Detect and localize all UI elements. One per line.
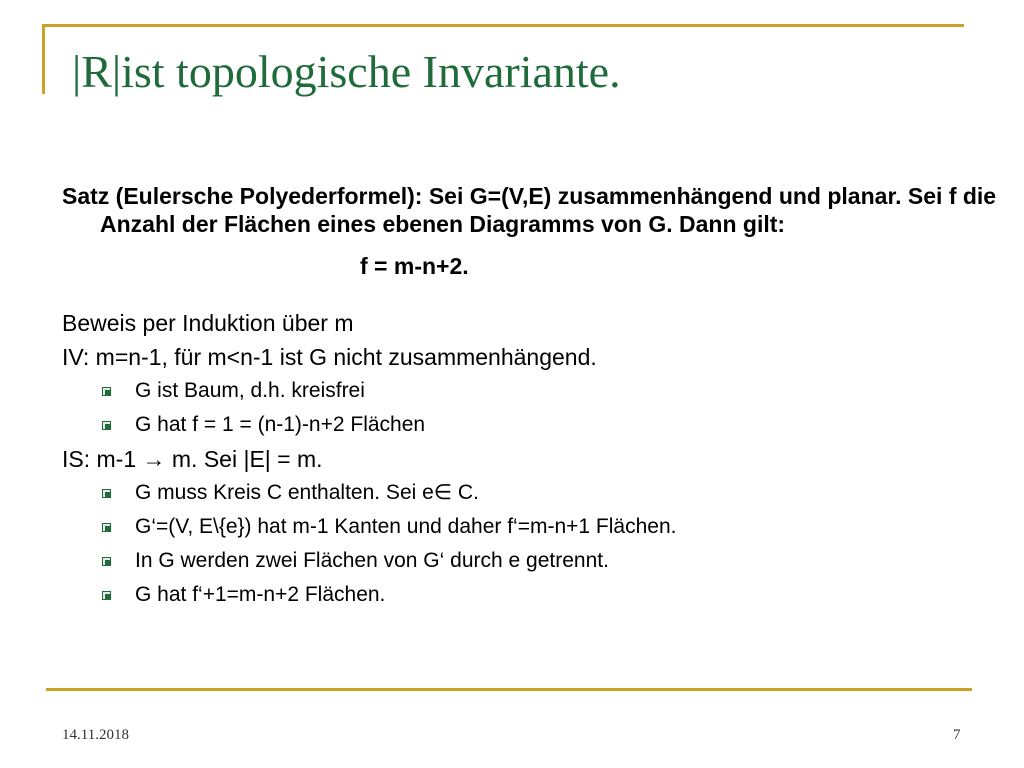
square-bullet-icon: [102, 489, 111, 498]
bottom-rule: [46, 688, 972, 691]
square-bullet-icon: [102, 557, 111, 566]
slide-title: |R|ist topologische Invariante.: [72, 46, 621, 97]
list-item: G hat f‘+1=m-n+2 Flächen.: [62, 578, 1002, 612]
page-number: 7: [953, 727, 961, 743]
square-bullet-icon: [102, 421, 111, 430]
list-item: G‘=(V, E\{e}) hat m-1 Kanten und daher f‘=m-n+1 Flächen.: [62, 510, 1002, 544]
base-case: IV: m=n-1, für m<n-1 ist G nicht zusammenhängend.: [62, 344, 597, 370]
slide-content: [62, 182, 1002, 612]
square-bullet-icon: [102, 523, 111, 532]
list-item: G muss Kreis C enthalten. Sei e∈ C.: [62, 476, 1002, 510]
list-item: G ist Baum, d.h. kreisfrei: [62, 374, 1002, 408]
square-bullet-icon: [102, 387, 111, 396]
induction-step: IS: m-1 → m. Sei |E| = m.: [62, 446, 323, 472]
list-item: G hat f = 1 = (n-1)-n+2 Flächen: [62, 408, 1002, 442]
square-bullet-icon: [102, 591, 111, 600]
top-rule: [42, 24, 964, 27]
theorem-text: Satz (Eulersche Polyederformel): Sei G=(V,E) zusammenhängend und planar. Sei f die Anzahl der Flächen eines ebenen Diagramms von G. Dann gilt:: [62, 183, 997, 237]
footer-date: 14.11.2018: [62, 727, 129, 743]
euler-formula: f = m-n+2.: [360, 253, 469, 279]
left-rule: [42, 24, 45, 94]
list-item: In G werden zwei Flächen von G‘ durch e getrennt.: [62, 544, 1002, 578]
proof-intro: Beweis per Induktion über m: [62, 310, 354, 336]
